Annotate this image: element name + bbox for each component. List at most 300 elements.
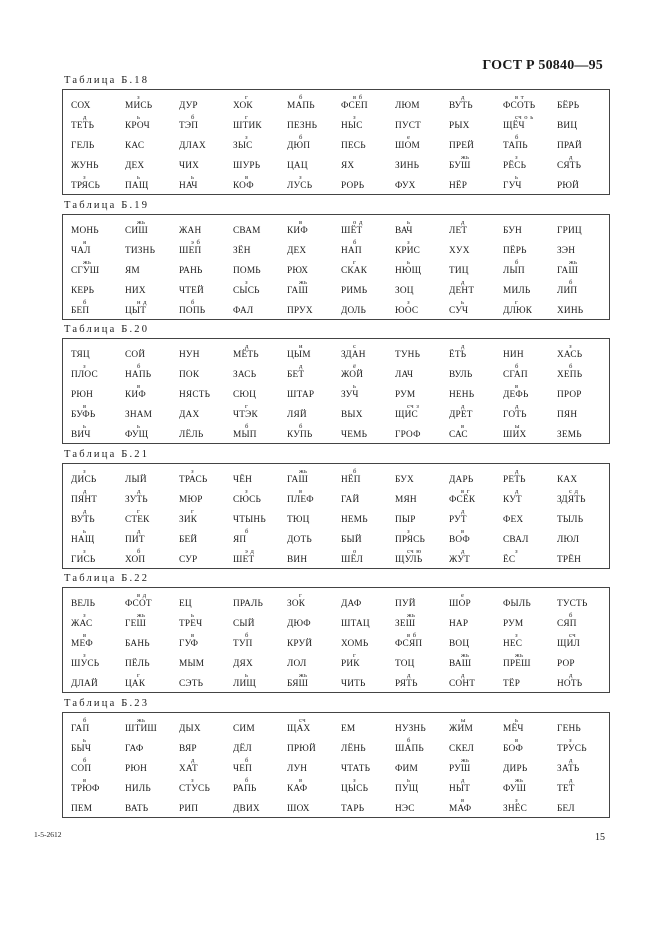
word-text: ФСЁК — [449, 494, 476, 505]
word-cell — [179, 154, 237, 172]
phonetic-mark: з — [83, 547, 87, 555]
word-text: ДАХ — [179, 410, 200, 420]
word-cell — [395, 508, 453, 526]
word-text: ВОЦ — [449, 639, 470, 649]
word-text: ГАФ — [125, 743, 144, 754]
word-text: ФЫЛЬ — [503, 599, 531, 609]
word-text: РЕТЬ — [503, 474, 526, 485]
word-text: ФАЛ — [233, 305, 254, 316]
word-cell — [233, 777, 291, 795]
word-cell — [557, 219, 615, 237]
word-cell — [179, 717, 237, 735]
word-cell — [179, 592, 237, 610]
phonetic-mark — [395, 488, 453, 495]
phonetic-mark — [287, 632, 345, 639]
word-text: ЗАСЬ — [233, 370, 257, 380]
word-cell — [71, 403, 129, 421]
phonetic-mark — [179, 548, 237, 555]
word-cell — [341, 508, 399, 526]
word-text: ДЫХ — [179, 723, 201, 734]
phonetic-mark: д — [461, 278, 465, 286]
word-cell — [449, 94, 507, 112]
word-text: ФЕХ — [503, 514, 524, 525]
word-text: ШАПЬ — [395, 743, 424, 754]
word-text: ДЮФ — [287, 619, 311, 629]
word-cell — [395, 757, 453, 775]
word-text: РУМ — [395, 390, 416, 400]
word-cell — [233, 632, 291, 650]
word-text: ПЕСЬ — [341, 141, 366, 151]
word-text: НУЗНЬ — [395, 723, 426, 734]
phonetic-mark: ь — [245, 672, 249, 679]
word-text: ВЫХ — [341, 410, 363, 420]
word-text: ПЕМ — [71, 803, 93, 814]
word-cell — [71, 259, 129, 277]
phonetic-mark — [341, 403, 399, 410]
word-cell — [395, 114, 453, 132]
word-cell — [503, 592, 561, 610]
word-text: ЖУНЬ — [71, 161, 99, 171]
word-text: МЕФ — [71, 639, 93, 649]
word-cell — [179, 174, 237, 192]
phonetic-mark: б — [569, 363, 573, 370]
phonetic-mark — [233, 239, 291, 246]
word-cell — [71, 383, 129, 401]
phonetic-mark: д — [245, 343, 249, 350]
phonetic-mark: б — [137, 547, 141, 555]
word-table — [62, 75, 610, 195]
word-cell — [557, 488, 615, 506]
word-cell — [179, 279, 237, 297]
phonetic-mark — [503, 508, 561, 515]
word-text: ЯП — [233, 534, 247, 545]
word-text: НИХ — [125, 285, 146, 296]
word-text: РЮН — [71, 390, 94, 400]
phonetic-mark — [395, 343, 453, 350]
phonetic-mark — [449, 632, 507, 639]
word-text: ПЛОС — [71, 370, 98, 380]
word-text: ТРЕЧ — [179, 619, 203, 629]
word-text: СОХ — [71, 101, 91, 111]
word-text: ЦАЦ — [287, 161, 308, 171]
word-cell — [125, 632, 183, 650]
phonetic-mark: в г — [461, 487, 470, 495]
word-cell — [125, 672, 183, 690]
word-cell — [287, 423, 345, 441]
word-cell — [503, 299, 561, 317]
word-text: СЮСЬ — [233, 494, 262, 505]
word-text: ЩИЛ — [557, 639, 580, 649]
word-cell — [287, 548, 345, 566]
word-cell — [449, 468, 507, 486]
word-cell — [287, 612, 345, 630]
phonetic-mark: г — [353, 258, 357, 266]
phonetic-mark — [341, 632, 399, 639]
word-cell — [179, 219, 237, 237]
phonetic-mark — [179, 134, 237, 141]
word-cell — [179, 423, 237, 441]
word-cell — [503, 528, 561, 546]
phonetic-mark: д — [299, 363, 303, 370]
word-text: НЕНЬ — [449, 390, 475, 400]
word-cell — [71, 717, 129, 735]
word-cell — [395, 488, 453, 506]
word-text: СУР — [179, 554, 198, 565]
word-text: СОП — [71, 763, 92, 774]
phonetic-mark: з — [83, 363, 87, 370]
word-text: ЯМ — [125, 265, 140, 276]
word-text: КУТ — [503, 494, 522, 505]
phonetic-mark — [557, 239, 615, 246]
word-text: ШЕТ — [233, 554, 255, 565]
table-frame — [62, 712, 610, 818]
word-cell — [71, 652, 129, 670]
phonetic-mark — [557, 797, 615, 804]
word-cell — [503, 777, 561, 795]
word-text: ФУШ — [503, 783, 527, 794]
phonetic-mark: б — [83, 716, 87, 724]
word-cell — [503, 239, 561, 257]
phonetic-mark — [503, 757, 561, 764]
word-text: ТРУСЬ — [557, 743, 587, 754]
phonetic-mark — [395, 757, 453, 764]
phonetic-mark — [287, 154, 345, 161]
standard-header: ГОСТ Р 50840—95 — [482, 58, 603, 73]
word-cell — [287, 592, 345, 610]
word-text: БЫЧ — [71, 743, 92, 754]
word-text: ДВИХ — [233, 803, 260, 814]
word-text: СГУШ — [71, 265, 100, 276]
word-text: БУН — [503, 225, 522, 236]
word-cell — [449, 259, 507, 277]
word-cell — [557, 259, 615, 277]
phonetic-mark — [395, 94, 453, 101]
word-text: ПЁЛЬ — [125, 659, 150, 669]
phonetic-mark: сч о ь — [515, 114, 534, 121]
word-text: СЭТЬ — [179, 679, 204, 689]
word-text: БУФЬ — [71, 410, 96, 420]
word-text: ЗЫС — [233, 141, 253, 151]
phonetic-mark — [233, 299, 291, 306]
phonetic-mark — [287, 239, 345, 246]
word-cell — [449, 528, 507, 546]
word-text: ЛЁЛЬ — [179, 430, 204, 440]
phonetic-mark: в — [461, 423, 465, 430]
word-text: ТОЦ — [395, 659, 415, 669]
word-text: ДИСЬ — [71, 474, 97, 485]
phonetic-mark: г — [245, 94, 249, 101]
word-text: ЧТЭК — [233, 410, 258, 420]
word-cell — [71, 737, 129, 755]
phonetic-mark: з — [515, 547, 519, 555]
word-text: ГАШ — [287, 285, 309, 296]
phonetic-mark: ь — [407, 776, 411, 784]
phonetic-mark — [233, 797, 291, 804]
word-text: ШТАЦ — [341, 619, 370, 629]
word-text: ПЫР — [395, 514, 416, 525]
word-text: ПОПЬ — [179, 305, 206, 316]
word-text: ДЕХ — [125, 161, 145, 171]
word-text: ДАФ — [341, 599, 362, 609]
phonetic-mark — [125, 632, 183, 639]
word-text: НЁР — [449, 181, 468, 191]
phonetic-mark: д — [191, 756, 195, 764]
word-cell — [125, 363, 183, 381]
phonetic-mark — [449, 259, 507, 266]
word-text: ЖУТ — [449, 554, 471, 565]
word-text: КАФ — [287, 783, 308, 794]
phonetic-mark: з — [83, 467, 87, 475]
phonetic-mark — [71, 154, 129, 161]
phonetic-mark — [233, 592, 291, 599]
word-text: ЛЮМ — [395, 101, 420, 111]
word-cell — [449, 757, 507, 775]
phonetic-mark — [125, 343, 183, 350]
word-text: КЕРЬ — [71, 285, 95, 296]
word-cell — [125, 757, 183, 775]
word-cell — [71, 468, 129, 486]
phonetic-mark — [179, 383, 237, 390]
word-cell — [233, 383, 291, 401]
word-cell — [233, 154, 291, 172]
phonetic-mark — [71, 94, 129, 101]
word-text: ЗУЧ — [341, 390, 359, 400]
word-text: ГЕЛЬ — [71, 141, 95, 151]
word-text: НЁП — [341, 474, 361, 485]
phonetic-mark: д — [461, 547, 465, 555]
word-text: НЭС — [395, 803, 415, 814]
phonetic-mark — [449, 612, 507, 619]
phonetic-mark: д — [137, 487, 141, 495]
word-cell — [125, 219, 183, 237]
phonetic-mark: з — [515, 632, 519, 639]
phonetic-mark: ь — [407, 258, 411, 266]
phonetic-mark — [233, 717, 291, 724]
word-text: ШИХ — [503, 430, 527, 440]
word-cell — [557, 548, 615, 566]
word-text: ЗДАН — [341, 350, 366, 360]
phonetic-mark — [557, 114, 615, 121]
word-text: ГЕШ — [125, 619, 147, 629]
word-table — [62, 573, 610, 693]
word-cell — [449, 423, 507, 441]
phonetic-mark — [125, 777, 183, 784]
phonetic-mark: ь — [353, 383, 357, 390]
word-cell — [395, 612, 453, 630]
word-text: ПРЕШ — [503, 659, 531, 669]
phonetic-mark: б — [137, 363, 141, 370]
phonetic-mark: ь — [515, 174, 519, 181]
word-cell — [395, 279, 453, 297]
word-text: ЦАК — [125, 679, 146, 689]
phonetic-mark: б — [83, 756, 87, 764]
word-text: ВИН — [287, 554, 308, 565]
word-cell — [395, 219, 453, 237]
table-frame — [62, 89, 610, 195]
phonetic-mark: жь — [515, 652, 524, 659]
word-cell — [503, 672, 561, 690]
word-cell — [395, 797, 453, 815]
word-cell — [341, 612, 399, 630]
word-text: СВАМ — [233, 225, 261, 236]
word-table — [62, 698, 610, 818]
word-text: ЖИМ — [449, 723, 473, 734]
word-cell — [233, 468, 291, 486]
word-cell — [179, 94, 237, 112]
word-cell — [125, 797, 183, 815]
word-text: ЛЁНЬ — [341, 743, 366, 754]
phonetic-mark — [125, 134, 183, 141]
word-cell — [503, 737, 561, 755]
phonetic-mark: сч ю — [407, 547, 422, 555]
phonetic-mark: д — [461, 94, 465, 101]
word-text: ШЁТ — [341, 225, 363, 236]
word-cell — [233, 174, 291, 192]
word-cell — [341, 403, 399, 421]
word-text: ЛУСЬ — [287, 181, 313, 191]
phonetic-mark: в — [299, 218, 303, 226]
word-cell — [179, 652, 237, 670]
word-cell — [503, 259, 561, 277]
word-text: СОНТ — [449, 679, 476, 689]
phonetic-mark — [557, 403, 615, 410]
phonetic-mark — [449, 114, 507, 121]
word-text: БЕП — [71, 305, 90, 316]
word-text: ФСЯП — [395, 639, 423, 649]
word-text: ШЁЛ — [341, 554, 363, 565]
word-cell — [125, 403, 183, 421]
phonetic-mark — [503, 612, 561, 619]
phonetic-mark: з — [245, 134, 249, 141]
phonetic-mark — [179, 94, 237, 101]
word-text: ЗЕМЬ — [557, 430, 582, 440]
word-text: ЦЫМ — [287, 350, 311, 360]
word-cell — [287, 114, 345, 132]
word-text: ФСОТЬ — [503, 101, 536, 111]
word-cell — [287, 299, 345, 317]
phonetic-mark: д — [461, 507, 465, 515]
word-text: ЗЁН — [233, 245, 251, 256]
word-cell — [341, 717, 399, 735]
word-text: МАПЬ — [287, 101, 315, 111]
phonetic-mark: б — [515, 134, 519, 141]
phonetic-mark: е — [407, 134, 411, 141]
word-cell — [125, 737, 183, 755]
word-text: РИК — [341, 659, 360, 669]
word-text: МЫП — [233, 430, 257, 440]
word-text: ЧИХ — [179, 161, 200, 171]
word-text: ГАП — [71, 723, 90, 734]
phonetic-mark — [341, 154, 399, 161]
word-text: КАС — [125, 141, 145, 151]
word-cell — [179, 757, 237, 775]
word-cell — [449, 134, 507, 152]
phonetic-mark: б — [245, 776, 249, 784]
word-text: ВОФ — [449, 534, 470, 545]
word-text: СУЧ — [449, 305, 469, 316]
word-cell — [557, 757, 615, 775]
word-cell — [341, 423, 399, 441]
phonetic-mark: жь — [461, 756, 470, 764]
word-cell — [287, 488, 345, 506]
word-text: СЫЙ — [233, 619, 255, 629]
word-text: ДЯХ — [233, 659, 253, 669]
phonetic-mark: ь — [83, 423, 87, 430]
word-cell — [449, 508, 507, 526]
phonetic-mark: я — [83, 238, 87, 246]
word-text: ЦЫТ — [125, 305, 147, 316]
word-text: ЮОС — [395, 305, 419, 316]
word-cell — [233, 94, 291, 112]
word-text: ПЕЗНЬ — [287, 121, 318, 131]
word-cell — [233, 592, 291, 610]
word-text: ЛОЛ — [287, 659, 307, 669]
phonetic-mark: о — [353, 547, 357, 555]
word-cell — [503, 757, 561, 775]
word-cell — [557, 299, 615, 317]
word-text: ДЛАЙ — [71, 679, 98, 689]
phonetic-mark — [557, 299, 615, 306]
phonetic-mark — [395, 797, 453, 804]
word-cell — [287, 797, 345, 815]
word-cell — [287, 403, 345, 421]
phonetic-mark — [125, 403, 183, 410]
phonetic-mark: ь — [137, 174, 141, 181]
word-text: ФУХ — [395, 181, 416, 191]
phonetic-mark — [179, 279, 237, 286]
word-text: БЕТ — [287, 370, 305, 380]
word-text: ЛЫЙ — [125, 474, 147, 485]
word-text: ПЯН — [557, 410, 578, 420]
phonetic-mark: б — [515, 258, 519, 266]
word-cell — [287, 94, 345, 112]
word-cell — [341, 488, 399, 506]
word-text: ВУЛЬ — [449, 370, 473, 380]
phonetic-mark: г — [245, 114, 249, 121]
word-cell — [287, 528, 345, 546]
phonetic-mark — [287, 403, 345, 410]
word-cell — [503, 114, 561, 132]
phonetic-mark — [341, 797, 399, 804]
phonetic-mark — [557, 94, 615, 101]
word-text: КУПЬ — [287, 430, 313, 440]
phonetic-mark — [71, 797, 129, 804]
phonetic-mark — [179, 672, 237, 679]
word-text: ЁТЬ — [449, 350, 467, 360]
word-text: ЩАХ — [287, 723, 311, 734]
word-cell — [341, 548, 399, 566]
word-text: ГИСЬ — [71, 554, 96, 565]
phonetic-mark: ё — [353, 363, 357, 370]
word-text: ПОК — [179, 370, 200, 380]
word-text: РЁСЬ — [503, 161, 527, 171]
word-text: ДЕХ — [287, 245, 307, 256]
word-cell — [125, 343, 183, 361]
phonetic-mark — [125, 259, 183, 266]
phonetic-mark: з — [245, 487, 249, 495]
word-text: ПЛЕФ — [287, 494, 314, 505]
phonetic-mark: в — [83, 632, 87, 639]
word-text: ЛЕТ — [449, 225, 468, 236]
phonetic-mark: в — [245, 174, 249, 181]
word-cell — [395, 632, 453, 650]
phonetic-mark — [449, 383, 507, 390]
phonetic-mark — [233, 363, 291, 370]
phonetic-mark: з — [191, 776, 195, 784]
phonetic-mark: д — [83, 487, 87, 495]
phonetic-mark — [179, 652, 237, 659]
word-cell — [557, 423, 615, 441]
